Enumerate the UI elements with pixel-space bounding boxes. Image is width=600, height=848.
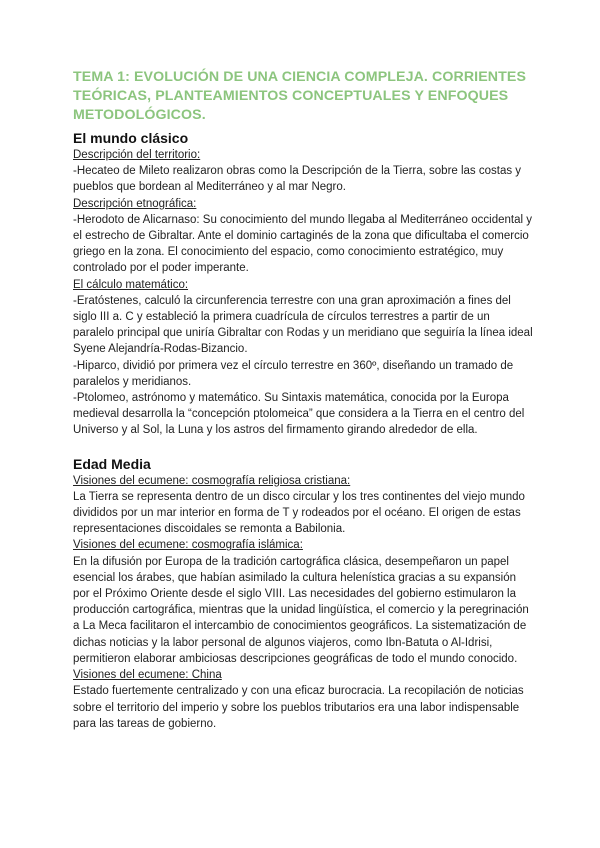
subheading: El cálculo matemático: bbox=[73, 278, 189, 291]
section-heading: Edad Media bbox=[73, 455, 151, 472]
paragraph: En la difusión por Europa de la tradición cartográfica clásica, desempeñaron un papel esencial los árabes, que habían asimilado la cultura helenística gracias a su expansión por el Próximo Oriente desde el siglo VIII. Las necesidades del gobierno estimularon la producción cartográfica, mientras que la unidad lingüística, el comercio y la peregrinación a La Meca facilitaron el intercambio de conocimientos geográficos. La sistematización de dichas noticias y la labor personal de algunos viajeros, como Ibn-Batuta o Al-Idrisi, permitieron elaborar ambiciosas descripciones geográficas de todo el mundo conocido. bbox=[73, 555, 529, 665]
section-spacer bbox=[73, 439, 533, 455]
paragraph: La Tierra se representa dentro de un disco circular y los tres continentes del viejo mundo divididos por un mar interior en forma de T y rodeados por el océano. El origen de estas representaciones discoidales se remonta a Babilonia. bbox=[73, 490, 525, 536]
document-title: TEMA 1: EVOLUCIÓN DE UNA CIENCIA COMPLEJA. CORRIENTES TEÓRICAS, PLANTEAMIENTOS CONCEPTUALES Y ENFOQUES METODOLÓGICOS. bbox=[73, 69, 527, 123]
paragraph: -Ptolomeo, astrónomo y matemático. Su Sintaxis matemática, conocida por la Europa medieval desarrolla la “concepción ptolomeica” que considera a la Tierra en el centro del Universo y al Sol, la Luna y los astros del firmamento girando alrededor de ella. bbox=[73, 392, 525, 437]
subheading: Visiones del ecumene: China bbox=[73, 669, 222, 682]
paragraph: -Herodoto de Alicarnaso: Su conocimiento del mundo llegaba al Mediterráneo occidental y el estrecho de Gibraltar. Ante el dominio cartaginés de la zona que dificultaba el comercio griego en la zona. El conocimiento del espacio, como conocimiento estratégico, muy controlado por el poder imperante. bbox=[73, 213, 532, 275]
paragraph: -Eratóstenes, calculó la circunferencia terrestre con una gran aproximación a fines del siglo III a. C y estableció la primera cuadrícula de círculos terrestres a partir de un paralelo principal que uniría Gibraltar con Rodas y un meridiano que seguiría la línea ideal Syene Alejandría-Rodas-Bizancio. bbox=[73, 294, 533, 356]
subheading: Visiones del ecumene: cosmografía islámica: bbox=[73, 539, 303, 552]
document-page bbox=[73, 68, 533, 732]
section-heading: El mundo clásico bbox=[73, 130, 189, 146]
subheading: Visiones del ecumene: cosmografía religiosa cristiana: bbox=[73, 474, 351, 487]
section-mundo-clasico bbox=[73, 129, 533, 439]
subheading: Descripción etnográfica: bbox=[73, 197, 197, 210]
paragraph: -Hiparco, dividió por primera vez el círculo terrestre en 360º, diseñando un tramado de paralelos y meridianos. bbox=[73, 359, 514, 388]
paragraph: Estado fuertemente centralizado y con una eficaz burocracia. La recopilación de noticias sobre el territorio del imperio y sobre los pueblos tributarios era una labor indispensable para las tareas de gobierno. bbox=[73, 685, 524, 730]
subheading: Descripción del territorio: bbox=[73, 149, 201, 161]
section-edad-media bbox=[73, 455, 533, 732]
paragraph: -Hecateo de Mileto realizaron obras como la Descripción de la Tierra, sobre las costas y pueblos que bordean al Mediterráneo y al mar Negro. bbox=[73, 165, 522, 194]
